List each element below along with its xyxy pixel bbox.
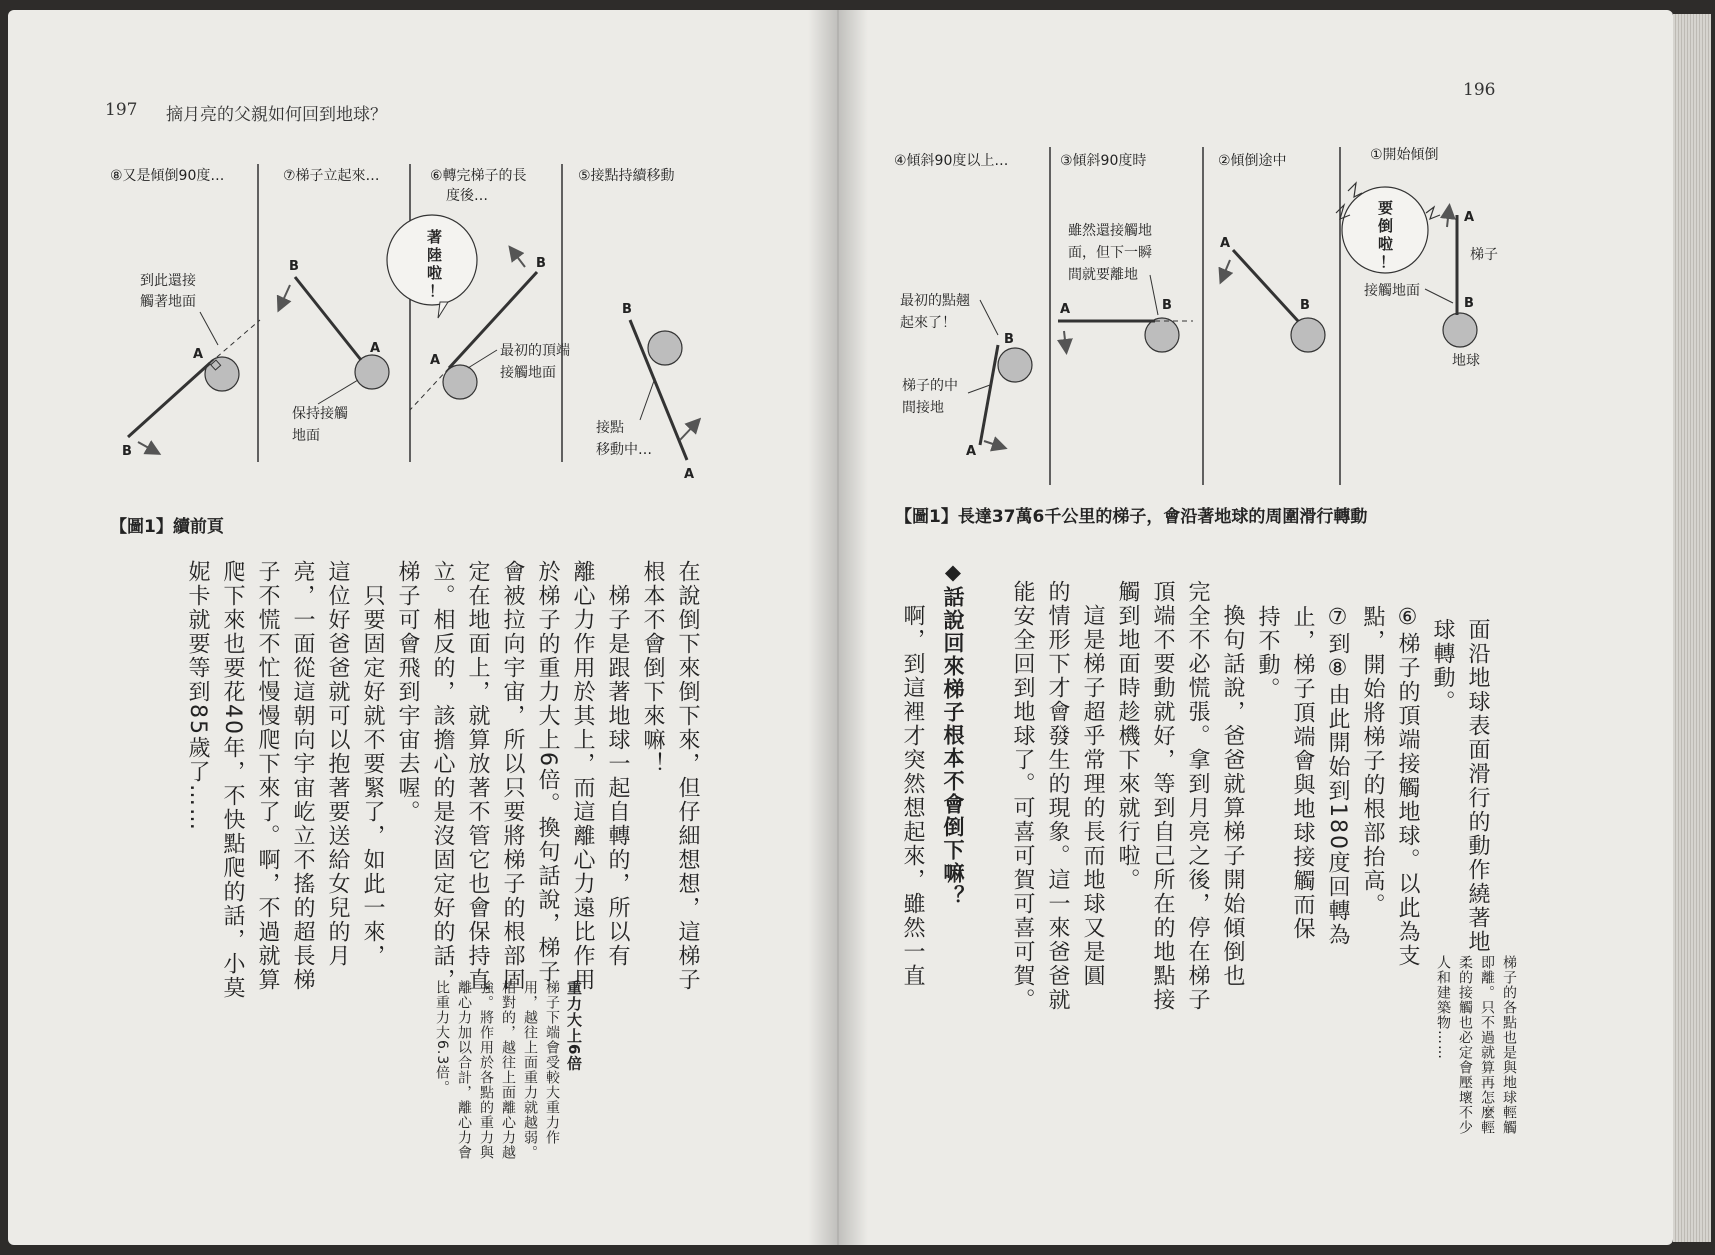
panel-label-8: ⑧又是傾倒90度… (110, 168, 225, 184)
panel-label-6b: 度後… (446, 188, 488, 204)
body-col-left-9: 梯子可會飛到宇宙去喔。 (395, 560, 420, 824)
body-col-right-5: ⑦到⑧由此開始到180度回轉為 (1325, 605, 1350, 947)
earth-circle (648, 331, 682, 365)
panel-label-7: ⑦梯子立起來… (283, 168, 380, 184)
ladder (295, 277, 361, 360)
svg-text:B: B (1162, 298, 1172, 313)
earth-circle (1145, 318, 1179, 352)
body-col-left-2: 根本不會倒下來嘛！ (640, 560, 665, 776)
note-first-top-1: 最初的頂端 (500, 343, 570, 359)
section-heading: ◆話說回來梯子根本不會倒下嘛？ (941, 560, 965, 908)
body-col-left-7: 定在地面上，就算放著不管它也會保持直 (465, 560, 490, 992)
body-col-right-1: 面沿地球表面滑行的動作繞著地 (1465, 618, 1490, 954)
body-col-right-9: 完全不必慌張。拿到月亮之後，停在梯子 (1185, 580, 1210, 1012)
ladder (128, 363, 210, 437)
svg-text:要: 要 (1378, 199, 1394, 217)
body-col-left-10: 只要固定好就不要緊了，如此一來， (360, 560, 385, 968)
svg-text:！: ！ (1380, 253, 1396, 271)
panel-label-2: ②傾倒途中 (1218, 153, 1287, 169)
body-col-left-5: 於梯子的重力大上6倍。換句話說，梯子 (535, 560, 560, 984)
running-title: 摘月亮的父親如何回到地球？ (166, 105, 387, 125)
note-moving-1: 接點 (596, 420, 624, 436)
note-middle-1: 梯子的中 (902, 378, 958, 394)
note-still-3: 間就要離地 (1068, 267, 1138, 283)
svg-text:B: B (536, 256, 546, 271)
svg-text:著: 著 (427, 228, 443, 246)
earth-circle (205, 357, 239, 391)
page-edges (1673, 14, 1711, 1242)
sidenote-right-4: 人和建築物…… (1435, 955, 1451, 1060)
svg-text:B: B (1004, 332, 1014, 347)
earth-circle (1443, 313, 1477, 347)
sidenote-left-4: 強。將作用於各點的重力與 (478, 980, 494, 1160)
note-still-1: 雖然還接觸地 (1068, 223, 1152, 239)
svg-text:啦: 啦 (1378, 235, 1394, 253)
svg-text:A: A (430, 353, 441, 368)
sidenote-right-3: 柔的接觸也必定會壓壞不少 (1457, 955, 1473, 1135)
note-middle-2: 間接地 (902, 400, 944, 416)
svg-text:陸: 陸 (427, 246, 443, 264)
earth-circle (443, 365, 477, 399)
body-col-left-3: 梯子是跟著地球一起自轉的，所以有 (605, 560, 630, 968)
sidenote-left-6: 比重力大6.3倍。 (434, 980, 450, 1096)
svg-text:A: A (684, 467, 695, 482)
note-first-point-1: 最初的點翹 (900, 293, 970, 309)
svg-text:B: B (1300, 298, 1310, 313)
panel-label-5: ⑤接點持續移動 (578, 168, 675, 184)
body-col-right-11: 觸到地面時趁機下來就行啦。 (1115, 580, 1140, 892)
figure-right (880, 135, 1520, 505)
earth-circle (1291, 318, 1325, 352)
svg-text:倒: 倒 (1378, 217, 1394, 235)
body-col-left-4: 離心力作用於其上，而這離心力遠比作用 (570, 560, 595, 992)
body-col-left-1: 在說倒下來倒下來，但仔細想想，這梯子 (675, 560, 700, 992)
note-moving-2: 移動中… (596, 442, 652, 458)
body-col-right-heading-follow: 啊，到這裡才突然想起來，雖然一直 (900, 580, 925, 988)
svg-text:A: A (966, 444, 977, 459)
body-col-right-2: 球轉動。 (1430, 618, 1455, 714)
note-first-point-2: 起來了！ (900, 315, 956, 331)
body-col-left-12: 亮，一面從這朝向宇宙屹立不搖的超長梯 (290, 560, 315, 992)
svg-text:B: B (122, 444, 132, 459)
sidenote-left-1: 梯子下端會受較大重力作 (544, 980, 560, 1145)
note-still-2: 面，但下一瞬 (1068, 245, 1152, 261)
sidenote-left-2: 用，越往上面重力就越弱。 (522, 980, 538, 1160)
panel-label-1: ①開始傾倒 (1370, 147, 1439, 163)
earth-circle (998, 348, 1032, 382)
svg-text:B: B (622, 302, 632, 317)
panel-label-6a: ⑥轉完梯子的長 (430, 168, 527, 184)
body-col-right-8: 換句話說，爸爸就算梯子開始傾倒也 (1220, 580, 1245, 988)
body-col-left-14: 爬下來也要花40年，不快點爬的話，小莫 (220, 560, 245, 1000)
svg-text:B: B (1464, 296, 1474, 311)
body-col-right-12: 這是梯子超乎常理的長而地球又是圓 (1080, 580, 1105, 988)
ladder (980, 345, 998, 445)
svg-text:！: ！ (429, 282, 445, 300)
note-first-top-2: 接觸地面 (500, 365, 556, 381)
note-keep-touching-2: 地面 (292, 428, 320, 444)
note-earth: 地球 (1452, 353, 1480, 369)
body-col-right-10: 頂端不要動就好，等到自己所在的地點接 (1150, 580, 1175, 1012)
body-col-right-3: ⑥梯子的頂端接觸地球。以此為支 (1395, 605, 1420, 968)
body-col-right-4: 點，開始將梯子的根部抬高。 (1360, 605, 1385, 917)
sidenote-left-5: 離心力加以合計，離心力會 (456, 980, 472, 1160)
panel-label-4: ④傾斜90度以上… (894, 153, 1009, 169)
note-keep-touching-1: 保持接觸 (292, 406, 348, 422)
body-col-left-13: 子不慌不忙慢慢爬下來了。啊，不過就算 (255, 560, 280, 992)
panel-label-3: ③傾斜90度時 (1060, 153, 1147, 169)
body-col-right-14: 能安全回到地球了。可喜可賀可喜可賀。 (1010, 580, 1035, 1012)
svg-text:A: A (1464, 210, 1475, 225)
svg-text:A: A (193, 347, 204, 362)
body-col-right-13: 的情形下才會發生的現象。這一來爸爸就 (1045, 580, 1070, 1012)
sidenote-right-1: 梯子的各點也是與地球輕觸 (1501, 955, 1517, 1135)
body-col-right-7: 持不動。 (1255, 605, 1280, 701)
sidenote-title-left: 重力大上6倍 (565, 980, 583, 1072)
svg-text:啦: 啦 (427, 264, 443, 282)
body-col-left-8: 立。相反的，該擔心的是沒固定好的話， (430, 560, 455, 992)
svg-text:A: A (1060, 302, 1071, 317)
note-ladder: 梯子 (1470, 247, 1498, 263)
figure-left (0, 150, 830, 630)
figure-caption-right: 【圖1】長達37萬6千公里的梯子，會沿著地球的周圍滑行轉動 (895, 507, 1368, 527)
page-number-left: 197 (105, 100, 138, 120)
body-col-right-6: 止，梯子頂端會與地球接觸而保 (1290, 605, 1315, 941)
sidenote-right-2: 即離。只不過就算再怎麼輕 (1479, 955, 1495, 1135)
svg-text:B: B (289, 259, 299, 274)
ladder (1233, 250, 1298, 321)
svg-text:A: A (1220, 236, 1231, 251)
note-still-touching-2: 觸著地面 (140, 294, 196, 310)
sidenote-left-3: 相對的，越往上面離心力越 (500, 980, 516, 1160)
body-col-left-15: 妮卡就要等到85歲了…… (185, 560, 210, 832)
note-touch-ground: 接觸地面 (1364, 283, 1420, 299)
body-col-left-11: 這位好爸爸就可以抱著要送給女兒的月 (325, 560, 350, 968)
page-number-right: 196 (1463, 80, 1496, 100)
note-still-touching-1: 到此還接 (140, 273, 196, 289)
figure-caption-left: 【圖1】續前頁 (110, 517, 224, 537)
body-col-left-6: 會被拉向宇宙，所以只要將梯子的根部固 (500, 560, 525, 992)
svg-text:A: A (370, 341, 381, 356)
